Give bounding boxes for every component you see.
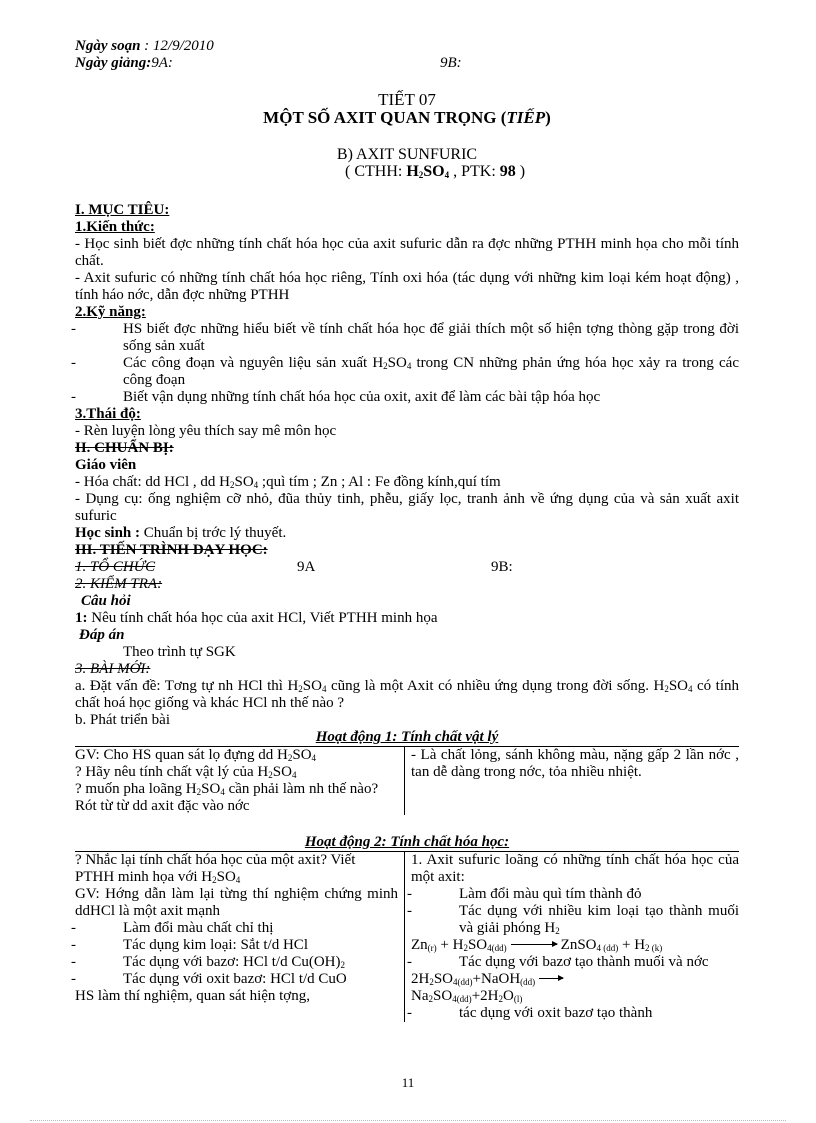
kn-item-1: - HS biết đợc những hiểu biết về tính chất hóa học để giải thích một số hiện tợng thòng gặp trong đời sống sản xuất (75, 321, 739, 355)
lesson-formula: ( CTHH: $H_2SO_4$ , PTK: 98 ) (345, 163, 526, 180)
lesson-subtitle: B) AXIT SUNFURIC (336, 146, 478, 163)
reaction-arrow-icon (511, 944, 557, 945)
hd2-right: 1. Axit sufuric loãng có những tính chất hóa học của một axit: - Làm đổi màu quì tím thành đỏ - Tác dụng với nhiều kim loại tạo thành muối và giải phóng $H_2$ $Zn_{(r)} + H_2SO_{4(dd)}$ ZnSO$_{4 (dd)}$ + $H_{2 (k)}$ - Tác dụng với bazơ tạo thành muối và nớc $2H_2SO_{4(dd)}+NaOH_{(dd)}$ $Na_2SO_{4(dd)}+2H_2O_{(l)}$ - tác dụng với oxit bazơ tạo thành (405, 852, 739, 1022)
section-chuan-bi: II. CHUẨN BỊ: (75, 440, 174, 456)
section-muc-tieu: I. MỤC TIÊU: (75, 202, 170, 218)
heading-thai-do: 3.Thái độ: (75, 406, 141, 422)
heading-giao-vien: Giáo viên (75, 457, 137, 473)
lesson-title: MỘT SỐ AXIT QUAN TRỌNG (TIẾP) (263, 108, 551, 127)
document-page (75, 38, 739, 1022)
bai-moi: 3. BÀI MỚI: (75, 661, 151, 677)
td-item-1: - Rèn luyện lòng yêu thích say mê môn học (75, 423, 337, 439)
kt-item-1: - Học sinh biết đợc những tính chất hóa học của axit sufuric dẫn ra đợc những PTHH minh họa cho mỗi tính chất. (75, 236, 739, 269)
dap-an-text: Theo trình tự SGK (123, 644, 236, 660)
hoa-chat: - Hóa chất: dd HCl , dd $H_2SO_4$ ;quì tím ; Zn ; Al : Fe đồng kính,quí tím (75, 474, 501, 490)
kt-item-2: - Axit sufuric có những tính chất hóa học riêng, Tính oxi hóa (tác dụng với những kim loại kém hoạt động) , tính háo nớc, dẫn đợc những PTHH (75, 270, 739, 303)
dap-an: Đáp án (79, 627, 125, 643)
lesson-number: TIẾT 07 (378, 90, 436, 109)
hd1-right: - Là chất lỏng, sánh không màu, nặng gấp 2 lần nớc , tan dễ dàng trong nớc, tỏa nhiều nhiệt. (411, 747, 739, 780)
header-ngay-soan: Ngày soạn : 12/9/2010 (75, 38, 214, 54)
kn-item-2: - Các công đoạn và nguyên liệu sản xuất $H_2SO_4$ trong CN những phản ứng hóa học xảy ra trong các công đoạn (75, 355, 739, 389)
cau-hoi: Câu hỏi (81, 593, 131, 609)
page-number: 11 (401, 1075, 415, 1090)
dat-van-de: a. Đặt vấn đề: Tơng tự nh HCl thì $H_2SO_4$ cũng là một Axit có nhiều ứng dụng trong đời sống. $H_2SO_4$ có tính chất hoá học giống và khác HCl nh thế nào ? (75, 678, 740, 711)
heading-ky-nang: 2.Kỹ năng: (75, 304, 146, 320)
hoc-sinh: Học sinh : Chuẩn bị trớc lý thuyết. (75, 525, 287, 541)
reaction-arrow-icon (539, 978, 563, 979)
hd1-table (75, 746, 739, 815)
section-tien-trinh: III. TIẾN TRÌNH DẠY HỌC: (75, 542, 268, 558)
hd2-table (75, 851, 739, 1022)
question-1: 1: Nêu tính chất hóa học của axit HCl, Viết PTHH minh họa (75, 610, 438, 626)
page-divider (30, 1120, 786, 1121)
hd2-left: ? Nhắc lại tính chất hóa học của một axit? Viết PTHH minh họa với $H_2SO_4$ GV: Hớng dẫn làm lại từng thí nghiệm chứng minh ddHCl là một axit mạnh - Làm đổi màu chất chỉ thị - Tác dụng kim loại: Sắt t/d HCl - Tác dụng với bazơ: HCl t/d $Cu(OH)_2$ - Tác dụng với oxit bazơ: HCl t/d CuO HS làm thí nghiệm, quan sát hiện tợng, (75, 852, 405, 1022)
hd1-heading: Hoạt động 1: Tính chất vật lý (315, 729, 499, 745)
hd2-heading: Hoạt động 2: Tính chất hóa học: (304, 834, 510, 850)
hd1-left: GV: Cho HS quan sát lọ đựng dd $H_2SO_4$ ? Hãy nêu tính chất vật lý của $H_2SO_4$ ? muốn pha loãng $H_2SO_4$ cần phải làm nh thế nào? Rót từ từ dd axit đặc vào nớc (75, 747, 405, 815)
phat-trien-bai: b. Phát triển bài (75, 712, 170, 728)
kiem-tra: 2. KIỂM TRA: (75, 576, 163, 592)
kn-item-3: - Biết vận dụng những tính chất hóa học của oxit, axit để làm các bài tập hóa học (75, 389, 739, 406)
dung-cu: - Dụng cụ: ống nghiệm cỡ nhỏ, đũa thủy tinh, phễu, giấy lọc, tranh ảnh về ứng dụng của và sản xuất axit sufuric (75, 491, 739, 524)
heading-kien-thuc: 1.Kiến thức: (75, 219, 155, 235)
header-ngay-giang: Ngày giảng:9A: 9B: (75, 55, 462, 71)
to-chuc: 1. TỔ CHỨC 9A 9B: (75, 559, 513, 575)
